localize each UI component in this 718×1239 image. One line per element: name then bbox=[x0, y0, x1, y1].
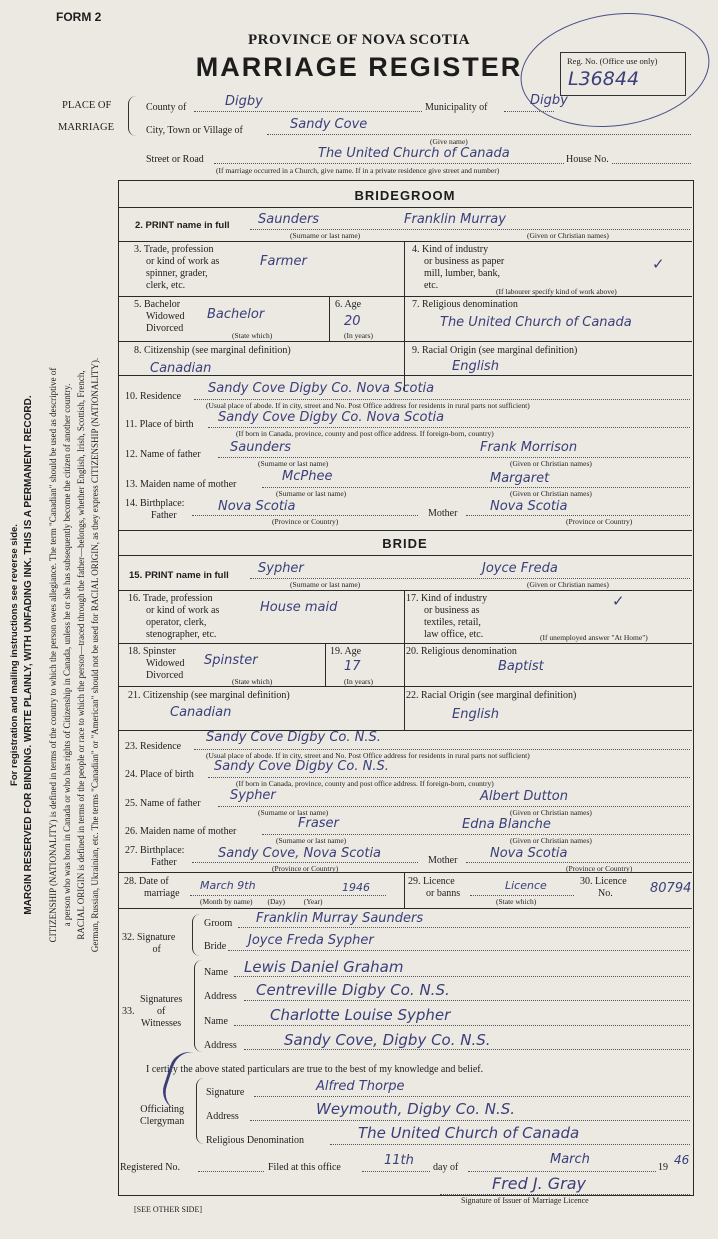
groom-birth-value: Sandy Cove Digby Co. Nova Scotia bbox=[218, 410, 445, 425]
municipality-label: Municipality of bbox=[425, 102, 488, 113]
bride-mother-given-note: (Given or Christian names) bbox=[510, 836, 592, 845]
bride-name-label: 15. PRINT name in full bbox=[129, 570, 229, 581]
bride-father-prov-note: (Province or Country) bbox=[272, 864, 339, 873]
marriage-label: MARRIAGE bbox=[58, 122, 115, 133]
bride-residence-value: Sandy Cove Digby Co. N.S. bbox=[206, 730, 381, 745]
margin-line-2: MARGIN RESERVED FOR BINDING. WRITE PLAINLY, WITH UNFADING INK. THIS IS A PERMANENT RECORD. bbox=[23, 395, 34, 915]
margin-line-3: CITIZENSHIP (NATIONALITY) is defined in terms of the country to which the person owes allegiance. The term "Canadian" should be used as descriptive of bbox=[48, 367, 58, 943]
margin-instructions bbox=[8, 230, 128, 1080]
groom-mother-given-note: (Given or Christian names) bbox=[510, 489, 592, 498]
margin-line-4: a person who was born in Canada or who has rights of Citizenship in Canada, unless he or she has subsequently become the citizen of another country. bbox=[62, 383, 72, 927]
bride-birthplace-label: 27. Birthplace: Father bbox=[125, 845, 185, 868]
groom-mother-surname: McPhee bbox=[282, 469, 333, 484]
licence-state-which: (State which) bbox=[496, 897, 537, 906]
groom-father-bp: Nova Scotia bbox=[218, 499, 296, 514]
bride-sig-label: Bride bbox=[204, 941, 227, 952]
groom-mother-label: 13. Maiden name of mother bbox=[125, 479, 237, 490]
groom-father-prov-note: (Province or Country) bbox=[272, 517, 339, 526]
bride-birth-note: (If born in Canada, province, county and post office address. If foreign-born, country) bbox=[236, 779, 494, 788]
groom-industry-note: (If labourer specify kind of work above) bbox=[496, 287, 617, 296]
witness-label: Signatures of Witnesses bbox=[140, 994, 183, 1029]
section-bridegroom: BRIDEGROOM bbox=[354, 188, 456, 203]
clergy-signature: Alfred Thorpe bbox=[316, 1079, 405, 1094]
groom-father-given: Frank Morrison bbox=[480, 440, 578, 455]
street-value: The United Church of Canada bbox=[318, 146, 510, 161]
bride-mother-label: 26. Maiden name of mother bbox=[125, 826, 237, 837]
bride-status-value: Spinster bbox=[204, 653, 258, 668]
groom-age-label: 6. Age bbox=[335, 299, 362, 310]
licence-no-value: 80794 bbox=[650, 881, 692, 896]
clergy-sig-label: Signature bbox=[206, 1087, 245, 1098]
groom-father-given-note: (Given or Christian names) bbox=[510, 459, 592, 468]
groom-citizenship-value: Canadian bbox=[150, 361, 212, 376]
groom-mother-given: Margaret bbox=[490, 471, 550, 486]
groom-industry-label: 4. Kind of industry or business as paper mill, lumber, bank, etc. bbox=[412, 244, 505, 291]
groom-given: Franklin Murray bbox=[404, 212, 506, 227]
page-title: MARRIAGE REGISTER bbox=[195, 52, 523, 82]
groom-mother-surname-note: (Surname or last name) bbox=[276, 489, 347, 498]
groom-status-label: 5. Bachelor Widowed Divorced bbox=[134, 299, 185, 334]
groom-sig-label: Groom bbox=[204, 918, 233, 929]
bride-given-note: (Given or Christian names) bbox=[527, 580, 609, 589]
bride-birth-value: Sandy Cove Digby Co. N.S. bbox=[214, 759, 389, 774]
city-label: City, Town or Village of bbox=[146, 125, 243, 136]
w1-addr-label: Address bbox=[204, 991, 237, 1002]
bride-mother-surname: Fraser bbox=[298, 816, 339, 831]
clergy-religion: The United Church of Canada bbox=[358, 1124, 580, 1142]
groom-state-which: (State which) bbox=[232, 331, 273, 340]
give-name-note: (Give name) bbox=[430, 137, 468, 146]
day-of-label: day of bbox=[433, 1162, 459, 1173]
bride-father-given: Albert Dutton bbox=[480, 789, 568, 804]
bride-age-value: 17 bbox=[344, 659, 361, 674]
bride-surname-note: (Surname or last name) bbox=[290, 580, 361, 589]
municipality-value: Digby bbox=[530, 93, 568, 108]
county-value: Digby bbox=[225, 94, 263, 109]
bride-trade-label: 16. Trade, profession or kind of work as operator, clerk, stenographer, etc. bbox=[128, 593, 220, 640]
clergy-rel-label: Religious Denomination bbox=[206, 1135, 305, 1146]
stamp-circle bbox=[513, 1, 717, 138]
w2-addr-label: Address bbox=[204, 1040, 237, 1051]
groom-religion-label: 7. Religious denomination bbox=[412, 299, 518, 310]
date-month: March 9th bbox=[200, 879, 256, 892]
bride-racial-value: English bbox=[452, 707, 499, 722]
street-label: Street or Road bbox=[146, 154, 204, 165]
groom-residence-value: Sandy Cove Digby Co. Nova Scotia bbox=[208, 381, 435, 396]
groom-name-label: 2. PRINT name in full bbox=[135, 220, 230, 231]
city-value: Sandy Cove bbox=[290, 117, 368, 132]
bride-status-label: 18. Spinster Widowed Divorced bbox=[128, 646, 185, 681]
bride-citizenship-label: 21. Citizenship (see marginal definition) bbox=[128, 690, 290, 701]
bride-father-given-note: (Given or Christian names) bbox=[510, 808, 592, 817]
form-number: FORM 2 bbox=[56, 10, 102, 24]
house-label: House No. bbox=[566, 154, 609, 165]
place-of-label: PLACE OF bbox=[62, 100, 112, 111]
clergy-label: Officiating Clergyman bbox=[140, 1104, 185, 1127]
groom-trade-label: 3. Trade, profession or kind of work as spinner, grader, clerk, etc. bbox=[134, 244, 220, 291]
w1-name-label: Name bbox=[204, 967, 228, 978]
year-prefix: 19 bbox=[658, 1162, 668, 1173]
street-note: (If marriage occurred in a Church, give name. If in a private residence give street and number) bbox=[216, 166, 500, 175]
issuer-label: Signature of Issuer of Marriage Licence bbox=[461, 1196, 589, 1205]
see-other-side: [SEE OTHER SIDE] bbox=[134, 1205, 202, 1214]
bride-age-label: 19. Age bbox=[330, 646, 362, 657]
date-year: 1946 bbox=[342, 881, 370, 894]
groom-birth-label: 11. Place of birth bbox=[125, 419, 194, 430]
groom-birth-note: (If born in Canada, province, county and post office address. If foreign-born, country) bbox=[236, 429, 494, 438]
groom-father-label: 12. Name of father bbox=[125, 449, 201, 460]
bride-father-surname-note: (Surname or last name) bbox=[258, 808, 329, 817]
filed-year: 46 bbox=[674, 1153, 690, 1167]
licence-value: Licence bbox=[505, 879, 547, 892]
w2-name: Charlotte Louise Sypher bbox=[270, 1006, 451, 1024]
bride-birth-label: 24. Place of birth bbox=[125, 769, 194, 780]
registered-label: Registered No. bbox=[120, 1162, 180, 1173]
bride-residence-label: 23. Residence bbox=[125, 741, 182, 752]
bride-industry-value: ✓ bbox=[612, 592, 625, 610]
groom-birthplace-label: 14. Birthplace: Father bbox=[125, 498, 185, 521]
w1-name: Lewis Daniel Graham bbox=[244, 958, 404, 976]
groom-status-value: Bachelor bbox=[207, 307, 265, 322]
bride-residence-note: (Usual place of abode. If in city, street and No. Post Office address for residents in rural parts not sufficient) bbox=[206, 751, 530, 760]
issuer-signature: Fred J. Gray bbox=[492, 1174, 587, 1193]
licence-label: 29. Licence or banns bbox=[408, 876, 461, 899]
groom-surname-note: (Surname or last name) bbox=[290, 231, 361, 240]
bride-racial-label: 22. Racial Origin (see marginal definition) bbox=[406, 690, 577, 701]
margin-line-1: For registration and mailing instructions see reverse side. bbox=[9, 524, 20, 786]
reg-no-value: L36844 bbox=[568, 68, 640, 90]
groom-industry-value: ✓ bbox=[652, 255, 665, 273]
groom-trade-value: Farmer bbox=[260, 254, 307, 269]
certify-text: I certify the above stated particulars are true to the best of my knowledge and belief. bbox=[146, 1064, 484, 1075]
groom-given-note: (Given or Christian names) bbox=[527, 231, 609, 240]
bride-mother-surname-note: (Surname or last name) bbox=[276, 836, 347, 845]
sig-label: 32. Signature of bbox=[122, 932, 176, 955]
groom-racial-label: 9. Racial Origin (see marginal definition) bbox=[412, 345, 578, 356]
bride-religion-value: Baptist bbox=[498, 659, 544, 674]
groom-signature: Franklin Murray Saunders bbox=[256, 911, 424, 926]
margin-line-6: German, Russian, Ukrainian, etc. The terms "Canadian" or "American" should not be used for RACIAL ORIGIN, as they express CITIZENSHIP (NATIONALITY). bbox=[90, 357, 100, 953]
province-heading: PROVINCE OF NOVA SCOTIA bbox=[248, 32, 470, 48]
filed-month: March bbox=[550, 1152, 590, 1167]
bride-trade-value: House maid bbox=[260, 600, 338, 615]
groom-racial-value: English bbox=[452, 359, 499, 374]
w2-name-label: Name bbox=[204, 1016, 228, 1027]
groom-father-surname: Saunders bbox=[230, 440, 292, 455]
bride-mother-prov-note: (Province or Country) bbox=[566, 864, 633, 873]
place-brace bbox=[128, 96, 141, 136]
bride-surname: Sypher bbox=[258, 561, 304, 576]
groom-mother-bp: Nova Scotia bbox=[490, 499, 568, 514]
bride-given: Joyce Freda bbox=[482, 561, 558, 576]
bride-state-which: (State which) bbox=[232, 677, 273, 686]
groom-residence-label: 10. Residence bbox=[125, 391, 182, 402]
bride-mother-given: Edna Blanche bbox=[462, 817, 551, 832]
bride-industry-label: 17. Kind of industry or business as textiles, retail, law office, etc. bbox=[406, 593, 488, 640]
bride-father-label: 25. Name of father bbox=[125, 798, 201, 809]
groom-in-years: (In years) bbox=[344, 331, 373, 340]
filed-label: Filed at this office bbox=[268, 1162, 341, 1173]
bride-citizenship-value: Canadian bbox=[170, 705, 232, 720]
filed-day: 11th bbox=[384, 1153, 414, 1168]
groom-age-value: 20 bbox=[344, 314, 361, 329]
w2-address: Sandy Cove, Digby Co. N.S. bbox=[284, 1031, 491, 1049]
county-label: County of bbox=[146, 102, 187, 113]
margin-line-5: RACIAL ORIGIN is defined in terms of the people or race to which the person—traced through the father—belongs, whether English, Irish, Scottish, French, bbox=[76, 370, 86, 940]
clergy-address: Weymouth, Digby Co. N.S. bbox=[316, 1100, 516, 1118]
bride-industry-note: (If unemployed answer "At Home") bbox=[540, 633, 648, 642]
licence-no-label: 30. Licence No. bbox=[580, 876, 627, 899]
bride-father-bp: Sandy Cove, Nova Scotia bbox=[218, 846, 382, 861]
bride-mother-bp-label: Mother bbox=[428, 855, 458, 866]
groom-father-surname-note: (Surname or last name) bbox=[258, 459, 329, 468]
clergy-addr-label: Address bbox=[206, 1111, 239, 1122]
reg-no-label: Reg. No. (Office use only) bbox=[567, 56, 658, 66]
bride-father-surname: Sypher bbox=[230, 788, 276, 803]
bride-signature: Joyce Freda Sypher bbox=[248, 933, 374, 948]
groom-religion-value: The United Church of Canada bbox=[440, 315, 632, 330]
groom-citizenship-label: 8. Citizenship (see marginal definition) bbox=[134, 345, 291, 356]
groom-mother-bp-label: Mother bbox=[428, 508, 458, 519]
groom-mother-prov-note: (Province or Country) bbox=[566, 517, 633, 526]
groom-residence-note: (Usual place of abode. If in city, street and No. Post Office address for residents in rural parts not sufficient) bbox=[206, 401, 530, 410]
bride-mother-bp: Nova Scotia bbox=[490, 846, 568, 861]
w1-address: Centreville Digby Co. N.S. bbox=[256, 981, 450, 999]
bride-in-years: (In years) bbox=[344, 677, 373, 686]
bride-religion-label: 20. Religious denomination bbox=[406, 646, 517, 657]
groom-surname: Saunders bbox=[258, 212, 320, 227]
date-label: 28. Date of marriage bbox=[124, 876, 180, 899]
date-note: (Month by name) (Day) (Year) bbox=[200, 897, 323, 906]
section-bride: BRIDE bbox=[382, 536, 428, 551]
num-33: 33. bbox=[122, 1006, 135, 1017]
